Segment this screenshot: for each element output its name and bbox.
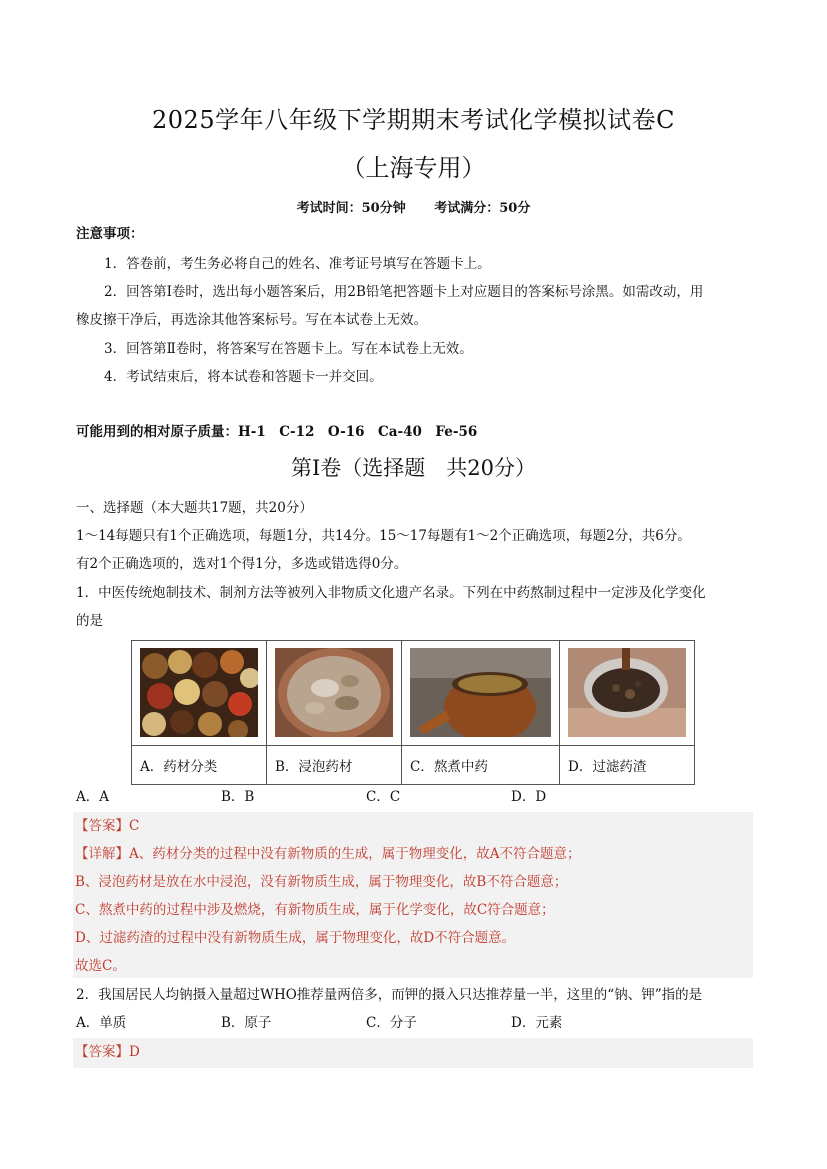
option-d-image-cell [560,641,695,746]
notice-item-4: 4．考试结束后，将本试卷和答题卡一并交回。 [104,369,383,385]
q1-stem-cont: 的是 [76,613,103,629]
q1-choice-a: A．A [76,789,109,805]
q2-choice-a: A．单质 [76,1015,127,1031]
option-c-label: C．熬煮中药 [402,746,560,785]
q2-answer: 【答案】D [75,1044,140,1060]
part1-rule-2: 有2个正确选项的，选对1个得1分，多选或错选得0分。 [76,556,408,572]
q2-choices [76,1009,656,1037]
option-c-image-cell [402,641,560,746]
option-a-label: A．药材分类 [132,746,267,785]
q2-choice-c: C．分子 [366,1015,417,1031]
q1-stem: 1．中医传统炮制技术、制剂方法等被列入非物质文化遗产名录。下列在中药熬制过程中一定涉及化学变化 [76,585,706,601]
exam-time: 考试时间：50分钟 [296,201,406,216]
q1-detail-1: 【详解】A、药材分类的过程中没有新物质的生成，属于物理变化，故A不符合题意； [75,846,581,862]
herbs-boiling-image [410,648,551,737]
q1-detail-2: B、浸泡药材是放在水中浸泡，没有新物质生成，属于物理变化，故B不符合题意； [75,874,568,890]
q2-stem: 2．我国居民人均钠摄入量超过WHO推荐量两倍多，而钾的摄入只达推荐量一半，这里的“钠、钾”指的是 [76,987,703,1003]
q1-choice-c: C．C [366,789,401,805]
option-d-label: D．过滤药渣 [560,746,695,785]
atomic-mass: 可能用到的相对原子质量：H-1 C-12 O-16 Ca-40 Fe-56 [76,424,478,440]
notice-item-2: 2．回答第Ⅰ卷时，选出每小题答案后，用2B铅笔把答题卡上对应题目的答案标号涂黑。如需改动，用 [104,284,704,300]
q2-choice-b: B．原子 [221,1015,272,1031]
exam-subtitle: （上海专用） [341,154,486,182]
q1-answer: 【答案】C [75,818,140,834]
notice-heading: 注意事项： [76,226,144,242]
q1-choice-d: D．D [511,789,547,805]
option-b-image-cell [267,641,402,746]
option-b-label: B．浸泡药材 [267,746,402,785]
q1-choices [76,783,656,811]
q1-detail-3: C、熬煮中药的过程中涉及燃烧，有新物质生成，属于化学变化，故C符合题意； [75,902,555,918]
q1-answer-block [73,812,753,978]
q1-options-table [131,640,695,785]
exam-info [0,197,827,216]
notice-item-3: 3．回答第Ⅱ卷时，将答案写在答题卡上。写在本试卷上无效。 [104,341,473,357]
herbs-soaking-image [275,648,393,737]
notice-item-2-cont: 橡皮擦干净后，再选涂其他答案标号。写在本试卷上无效。 [76,312,427,328]
q1-conclusion: 故选C。 [75,958,126,974]
exam-score: 考试满分：50分 [434,201,531,216]
part1-rule-1: 1～14每题只有1个正确选项，每题1分，共14分。15～17每题有1～2个正确选项，每题2分，共6分。 [76,528,691,544]
q1-detail-4: D、过滤药渣的过程中没有新物质生成，属于物理变化，故D不符合题意。 [75,930,516,946]
q1-choice-b: B．B [221,789,255,805]
herbs-sorting-image [140,648,258,737]
q2-answer-block [73,1038,753,1068]
part1-heading: 一、选择题（本大题共17题，共20分） [76,500,313,516]
section-title: 第Ⅰ卷（选择题 共20分） [290,456,537,480]
exam-title: 2025学年八年级下学期期末考试化学模拟试卷C [152,106,675,134]
filtering-dregs-image [568,648,686,737]
option-a-image-cell [132,641,267,746]
notice-item-1: 1．答卷前，考生务必将自己的姓名、准考证号填写在答题卡上。 [104,256,491,272]
q2-choice-d: D．元素 [511,1015,563,1031]
